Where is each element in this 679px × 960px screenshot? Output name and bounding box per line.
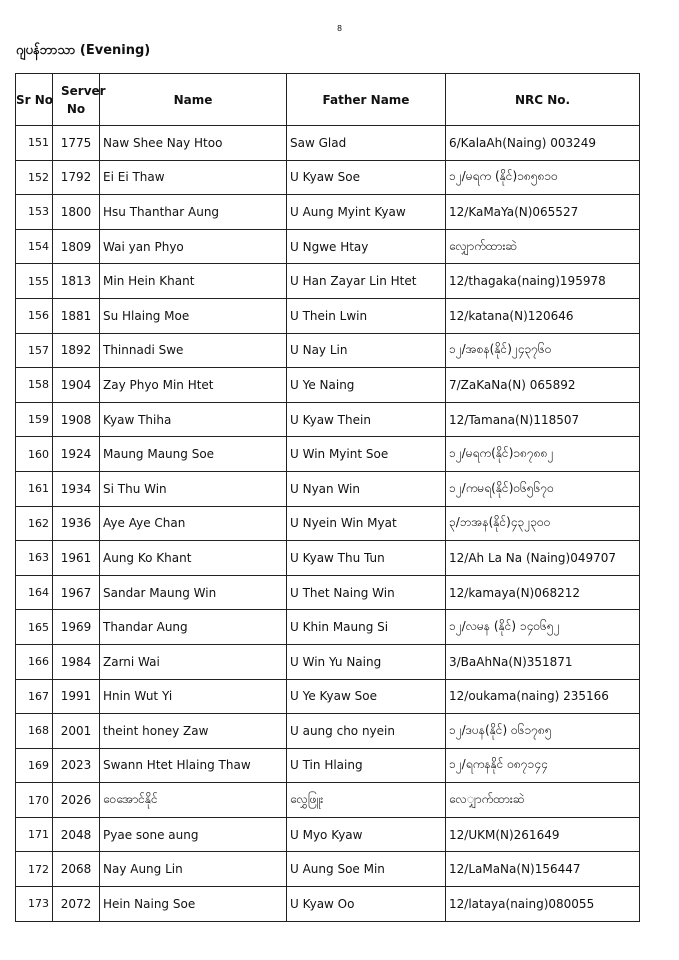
sr-no-cell: 169 xyxy=(16,748,53,783)
father-name-cell: U Myo Kyaw xyxy=(287,817,446,852)
server-no-cell: 1984 xyxy=(53,644,100,679)
name-cell: Zay Phyo Min Htet xyxy=(100,368,287,403)
father-name-cell: U Kyaw Thu Tun xyxy=(287,541,446,576)
nrc-cell: 6/KalaAh(Naing) 003249 xyxy=(446,126,640,161)
sr-no-cell: 157 xyxy=(16,333,53,368)
table-row xyxy=(16,748,640,783)
server-no-cell: 1775 xyxy=(53,126,100,161)
father-name-cell: U Han Zayar Lin Htet xyxy=(287,264,446,299)
name-cell: Aye Aye Chan xyxy=(100,506,287,541)
father-name-cell: U Win Myint Soe xyxy=(287,437,446,472)
sr-no-cell: 162 xyxy=(16,506,53,541)
nrc-cell: 12/thagaka(naing)195978 xyxy=(446,264,640,299)
father-name-cell: U Aung Myint Kyaw xyxy=(287,195,446,230)
sr-no-cell: 166 xyxy=(16,644,53,679)
sr-no-cell: 167 xyxy=(16,679,53,714)
server-no-cell: 1809 xyxy=(53,229,100,264)
sr-no-cell: 161 xyxy=(16,471,53,506)
name-cell: Nay Aung Lin xyxy=(100,852,287,887)
server-no-cell: 2023 xyxy=(53,748,100,783)
table-row xyxy=(16,471,640,506)
name-cell: Naw Shee Nay Htoo xyxy=(100,126,287,161)
name-cell: Su Hlaing Moe xyxy=(100,298,287,333)
server-no-cell: 1936 xyxy=(53,506,100,541)
server-no-cell: 1881 xyxy=(53,298,100,333)
table-row xyxy=(16,783,640,818)
table-body xyxy=(16,126,640,922)
table-row xyxy=(16,126,640,161)
server-no-cell: 1800 xyxy=(53,195,100,230)
sr-no-cell: 151 xyxy=(16,126,53,161)
father-name-cell: U Ngwe Htay xyxy=(287,229,446,264)
server-no-cell: 1908 xyxy=(53,402,100,437)
nrc-cell: 12/kamaya(N)068212 xyxy=(446,575,640,610)
father-name-cell: U Thet Naing Win xyxy=(287,575,446,610)
table-row xyxy=(16,402,640,437)
name-cell: theint honey Zaw xyxy=(100,714,287,749)
table-row xyxy=(16,575,640,610)
father-name-cell: U Kyaw Oo xyxy=(287,887,446,922)
sr-no-cell: 152 xyxy=(16,160,53,195)
name-cell: Thinnadi Swe xyxy=(100,333,287,368)
name-cell: Hnin Wut Yi xyxy=(100,679,287,714)
server-no-cell: 1813 xyxy=(53,264,100,299)
father-name-cell: U Kyaw Thein xyxy=(287,402,446,437)
nrc-cell: 12/Ah La Na (Naing)049707 xyxy=(446,541,640,576)
name-cell: Pyae sone aung xyxy=(100,817,287,852)
nrc-cell: 12/LaMaNa(N)156447 xyxy=(446,852,640,887)
nrc-cell: 12/oukama(naing) 235166 xyxy=(446,679,640,714)
father-name-cell: U Win Yu Naing xyxy=(287,644,446,679)
father-name-cell: Saw Glad xyxy=(287,126,446,161)
table-row xyxy=(16,160,640,195)
name-cell: Min Hein Khant xyxy=(100,264,287,299)
server-no-cell: 2026 xyxy=(53,783,100,818)
server-no-cell: 1991 xyxy=(53,679,100,714)
page-number: 8 xyxy=(336,24,343,33)
nrc-cell: ၁၂/ရကနနိုင် ၀၈၇၁၄၄ xyxy=(446,748,640,783)
name-cell: Zarni Wai xyxy=(100,644,287,679)
name-cell: Thandar Aung xyxy=(100,610,287,645)
header-sr-no: Sr No xyxy=(16,74,53,126)
server-no-cell: 2001 xyxy=(53,714,100,749)
server-no-cell: 2068 xyxy=(53,852,100,887)
table-row xyxy=(16,333,640,368)
nrc-cell: 12/Tamana(N)118507 xyxy=(446,402,640,437)
nrc-cell: ၁၂/ကမရ(နိုင်)၀၆၅၆၇၀ xyxy=(446,471,640,506)
nrc-cell: ၁၂/အစန(နိုင်)၂၄၃၇၆၀ xyxy=(446,333,640,368)
sr-no-cell: 154 xyxy=(16,229,53,264)
student-table xyxy=(15,73,640,922)
table-row xyxy=(16,195,640,230)
sr-no-cell: 165 xyxy=(16,610,53,645)
sr-no-cell: 156 xyxy=(16,298,53,333)
nrc-cell: 12/lataya(naing)080055 xyxy=(446,887,640,922)
nrc-cell: ၁၂/မရက(နိုင်)၁၈၇၈၈၂ xyxy=(446,437,640,472)
server-no-cell: 1904 xyxy=(53,368,100,403)
father-name-cell: U Nyan Win xyxy=(287,471,446,506)
table-row xyxy=(16,679,640,714)
name-cell: Kyaw Thiha xyxy=(100,402,287,437)
header-server-no xyxy=(53,74,106,126)
server-no-cell: 1961 xyxy=(53,541,100,576)
name-cell: ဝေအောင်နိုင် xyxy=(100,783,287,818)
server-no-cell: 1892 xyxy=(53,333,100,368)
sr-no-cell: 158 xyxy=(16,368,53,403)
nrc-cell: 12/UKM(N)261649 xyxy=(446,817,640,852)
sr-no-cell: 164 xyxy=(16,575,53,610)
table-row xyxy=(16,506,640,541)
server-no-cell: 2072 xyxy=(53,887,100,922)
nrc-cell: 3/BaAhNa(N)351871 xyxy=(446,644,640,679)
father-name-cell: U Tin Hlaing xyxy=(287,748,446,783)
sr-no-cell: 163 xyxy=(16,541,53,576)
sr-no-cell: 155 xyxy=(16,264,53,299)
server-no-cell: 1967 xyxy=(53,575,100,610)
nrc-cell: လျှောက်ထားဆဲ xyxy=(446,229,640,264)
sr-no-cell: 153 xyxy=(16,195,53,230)
father-name-cell: U Thein Lwin xyxy=(287,298,446,333)
table-row xyxy=(16,610,640,645)
name-cell: Si Thu Win xyxy=(100,471,287,506)
nrc-cell: 7/ZaKaNa(N) 065892 xyxy=(446,368,640,403)
sr-no-cell: 160 xyxy=(16,437,53,472)
name-cell: Swann Htet Hlaing Thaw xyxy=(100,748,287,783)
sr-no-cell: 168 xyxy=(16,714,53,749)
father-name-cell: U Nay Lin xyxy=(287,333,446,368)
nrc-cell: လေျှာက်ထားဆဲ xyxy=(446,783,640,818)
name-cell: Hsu Thanthar Aung xyxy=(100,195,287,230)
section-title: ဂျပန်ဘာသာ (Evening) xyxy=(16,43,151,58)
table-row xyxy=(16,887,640,922)
table-row xyxy=(16,644,640,679)
server-no-cell: 1969 xyxy=(53,610,100,645)
table-row xyxy=(16,817,640,852)
table-row xyxy=(16,541,640,576)
nrc-cell: 12/KaMaYa(N)065527 xyxy=(446,195,640,230)
father-name-cell: U Ye Kyaw Soe xyxy=(287,679,446,714)
name-cell: Ei Ei Thaw xyxy=(100,160,287,195)
father-name-cell: U Ye Naing xyxy=(287,368,446,403)
nrc-cell: ၁၂/လမန (နိုင်) ၁၄၀၆၅၂ xyxy=(446,610,640,645)
nrc-cell: ၁၂/မရက (နိုင်)၁၈၅၈၁၀ xyxy=(446,160,640,195)
header-server-no-label: Server No xyxy=(61,83,106,116)
server-no-cell: 1924 xyxy=(53,437,100,472)
table-row xyxy=(16,437,640,472)
father-name-cell: U Kyaw Soe xyxy=(287,160,446,195)
table-row xyxy=(16,714,640,749)
header-name: Name xyxy=(100,74,287,126)
sr-no-cell: 159 xyxy=(16,402,53,437)
header-father-name: Father Name xyxy=(287,74,446,126)
name-cell: Sandar Maung Win xyxy=(100,575,287,610)
table-row xyxy=(16,264,640,299)
father-name-cell: U Aung Soe Min xyxy=(287,852,446,887)
nrc-cell: ၁၂/ဒပန(နိုင်) ၀၆၁၇၈၅ xyxy=(446,714,640,749)
table-row xyxy=(16,368,640,403)
nrc-cell: 12/katana(N)120646 xyxy=(446,298,640,333)
table-row xyxy=(16,298,640,333)
sr-no-cell: 173 xyxy=(16,887,53,922)
name-cell: Maung Maung Soe xyxy=(100,437,287,472)
nrc-cell: ၃/ဘအန(နိုင်)၄၃၂၃၀၀ xyxy=(446,506,640,541)
father-name-cell: U Nyein Win Myat xyxy=(287,506,446,541)
table-row xyxy=(16,229,640,264)
name-cell: Wai yan Phyo xyxy=(100,229,287,264)
table-row xyxy=(16,852,640,887)
father-name-cell: လွှေဖြူး xyxy=(287,783,446,818)
sr-no-cell: 172 xyxy=(16,852,53,887)
server-no-cell: 2048 xyxy=(53,817,100,852)
father-name-cell: U aung cho nyein xyxy=(287,714,446,749)
name-cell: Aung Ko Khant xyxy=(100,541,287,576)
header-nrc-no: NRC No. xyxy=(446,74,640,126)
server-no-cell: 1934 xyxy=(53,471,100,506)
sr-no-cell: 170 xyxy=(16,783,53,818)
table-header-row xyxy=(16,74,640,126)
server-no-cell: 1792 xyxy=(53,160,100,195)
sr-no-cell: 171 xyxy=(16,817,53,852)
father-name-cell: U Khin Maung Si xyxy=(287,610,446,645)
name-cell: Hein Naing Soe xyxy=(100,887,287,922)
